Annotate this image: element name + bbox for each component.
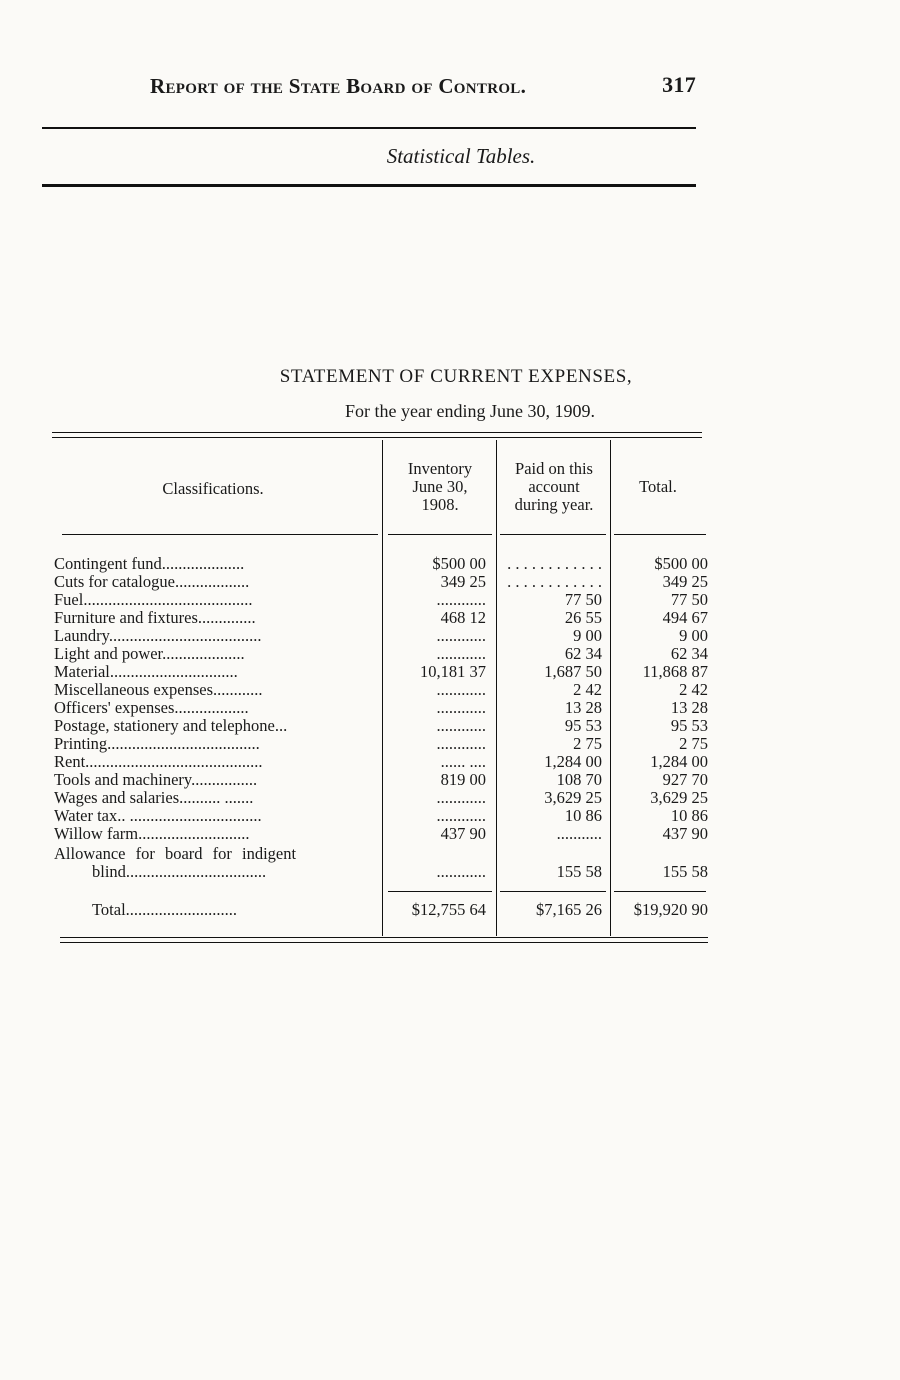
classification: Contingent fund.................... (54, 555, 245, 573)
classification: Officers' expenses.................. (54, 699, 249, 717)
classification: Furniture and fixtures.............. (54, 609, 256, 627)
header-paid-line: Paid on this (515, 459, 593, 478)
classification: Rent........................................... (54, 753, 263, 771)
table-row (0, 771, 900, 789)
paid-value: 62 34 (564, 644, 602, 663)
total-value: 62 34 (670, 644, 708, 663)
running-title: Report of the State Board of Control. (150, 74, 527, 98)
total-value: 2 42 (679, 680, 708, 699)
table-row (0, 735, 900, 753)
total-label: Total........................... (92, 901, 238, 919)
classification: Miscellaneous expenses............ (54, 681, 263, 699)
paid-value: 1,687 50 (544, 662, 602, 681)
paid-value: 77 50 (564, 590, 602, 609)
header-paid-line: during year. (514, 495, 594, 514)
inventory-value: 468 12 (440, 608, 486, 627)
paid-value: 9 00 (573, 626, 602, 645)
inventory-total: $12,755 64 (411, 900, 486, 919)
paid-value: 155 58 (556, 862, 602, 881)
inventory-value: ............ (436, 680, 486, 699)
inventory-value: ...... .... (440, 752, 486, 771)
paid-total: $7,165 26 (536, 900, 602, 919)
paid-value: 26 55 (564, 608, 602, 627)
statement-subtitle: For the year ending June 30, 1909. (345, 401, 595, 421)
paid-value: . . . . . . . . . . . . (507, 572, 602, 591)
header-underline (388, 534, 492, 535)
table-row (0, 663, 900, 681)
total-value: 77 50 (670, 590, 708, 609)
classification: Material............................... (54, 663, 238, 681)
header-underline (500, 534, 606, 535)
classification: Water tax.. ................................ (54, 807, 262, 825)
table-row (0, 753, 900, 771)
header-inventory-line: 1908. (421, 495, 459, 514)
classification: Printing..................................... (54, 735, 260, 753)
inventory-value: 437 90 (440, 824, 486, 843)
classification: Cuts for catalogue.................. (54, 573, 250, 591)
sum-rule (500, 891, 606, 892)
total-value: 927 70 (662, 770, 708, 789)
table-row (0, 699, 900, 717)
classification: Postage, stationery and telephone... (54, 717, 288, 735)
table-row (0, 609, 900, 627)
total-value: 437 90 (662, 824, 708, 843)
total-value: 3,629 25 (650, 788, 708, 807)
paid-value: 10 86 (564, 806, 602, 825)
total-value: 1,284 00 (650, 752, 708, 771)
table-row (0, 717, 900, 735)
inventory-value: ............ (436, 626, 486, 645)
classification: Fuel......................................... (54, 591, 253, 609)
paid-value: . . . . . . . . . . . . (507, 554, 602, 573)
inventory-value: ............ (436, 734, 486, 753)
header-underline (614, 534, 706, 535)
total-value: $500 00 (654, 554, 708, 573)
inventory-value: 10,181 37 (420, 662, 486, 681)
header-classifications: Classifications. (162, 479, 264, 498)
header-paid (496, 460, 612, 514)
classification: Wages and salaries.......... ....... (54, 789, 254, 807)
table-row (0, 789, 900, 807)
inventory-value: ............ (436, 788, 486, 807)
total-value: 349 25 (662, 572, 708, 591)
total-value: 11,868 87 (642, 662, 708, 681)
header-rule (42, 127, 696, 129)
paid-value: 2 75 (573, 734, 602, 753)
total-value: 95 53 (670, 716, 708, 735)
sum-rule (614, 891, 706, 892)
table-row (0, 591, 900, 609)
classification: Light and power.................... (54, 645, 245, 663)
header-underline (62, 534, 378, 535)
inventory-value: 349 25 (440, 572, 486, 591)
classification: Willow farm........................... (54, 825, 250, 843)
table-row (0, 681, 900, 699)
table-row (0, 807, 900, 825)
paid-value: 95 53 (564, 716, 602, 735)
classification: Allowance for board for indigent (54, 845, 297, 863)
total-value: 155 58 (662, 862, 708, 881)
inventory-value: 819 00 (440, 770, 486, 789)
inventory-value: ............ (436, 862, 486, 881)
header-paid-line: account (528, 477, 580, 496)
header-total: Total. (639, 477, 677, 496)
total-value: 494 67 (662, 608, 708, 627)
table-row (0, 645, 900, 663)
table-top-double-rule (52, 432, 702, 438)
paid-value: 13 28 (564, 698, 602, 717)
inventory-value: ............ (436, 644, 486, 663)
paid-value: 2 42 (573, 680, 602, 699)
paid-value: 108 70 (556, 770, 602, 789)
total-value: 9 00 (679, 626, 708, 645)
paid-value: ........... (556, 824, 602, 843)
table-row-total (0, 901, 900, 919)
inventory-value: $500 00 (432, 554, 486, 573)
table-row (0, 555, 900, 573)
sum-rule (388, 891, 492, 892)
table-bottom-double-rule (60, 937, 708, 943)
classification: blind.................................. (92, 863, 267, 881)
classification: Laundry..................................... (54, 627, 262, 645)
inventory-value: ............ (436, 698, 486, 717)
table-row (0, 573, 900, 591)
classification: Tools and machinery................ (54, 771, 258, 789)
table-row-allowance (0, 863, 900, 881)
paid-value: 3,629 25 (544, 788, 602, 807)
statement-title: STATEMENT OF CURRENT EXPENSES, (279, 366, 633, 387)
table-row (0, 627, 900, 645)
section-rule (42, 184, 696, 187)
header-inventory (388, 460, 492, 514)
inventory-value: ............ (436, 716, 486, 735)
table-row-allowance-line1 (0, 845, 900, 863)
section-title: Statistical Tables. (386, 144, 536, 168)
paid-value: 1,284 00 (544, 752, 602, 771)
total-value: 2 75 (679, 734, 708, 753)
grand-total: $19,920 90 (633, 900, 708, 919)
inventory-value: ............ (436, 590, 486, 609)
total-value: 13 28 (670, 698, 708, 717)
total-value: 10 86 (670, 806, 708, 825)
inventory-value: ............ (436, 806, 486, 825)
header-inventory-line: Inventory (407, 459, 473, 478)
header-inventory-line: June 30, (412, 477, 468, 496)
page-number: 317 (662, 72, 696, 97)
table-row (0, 825, 900, 843)
